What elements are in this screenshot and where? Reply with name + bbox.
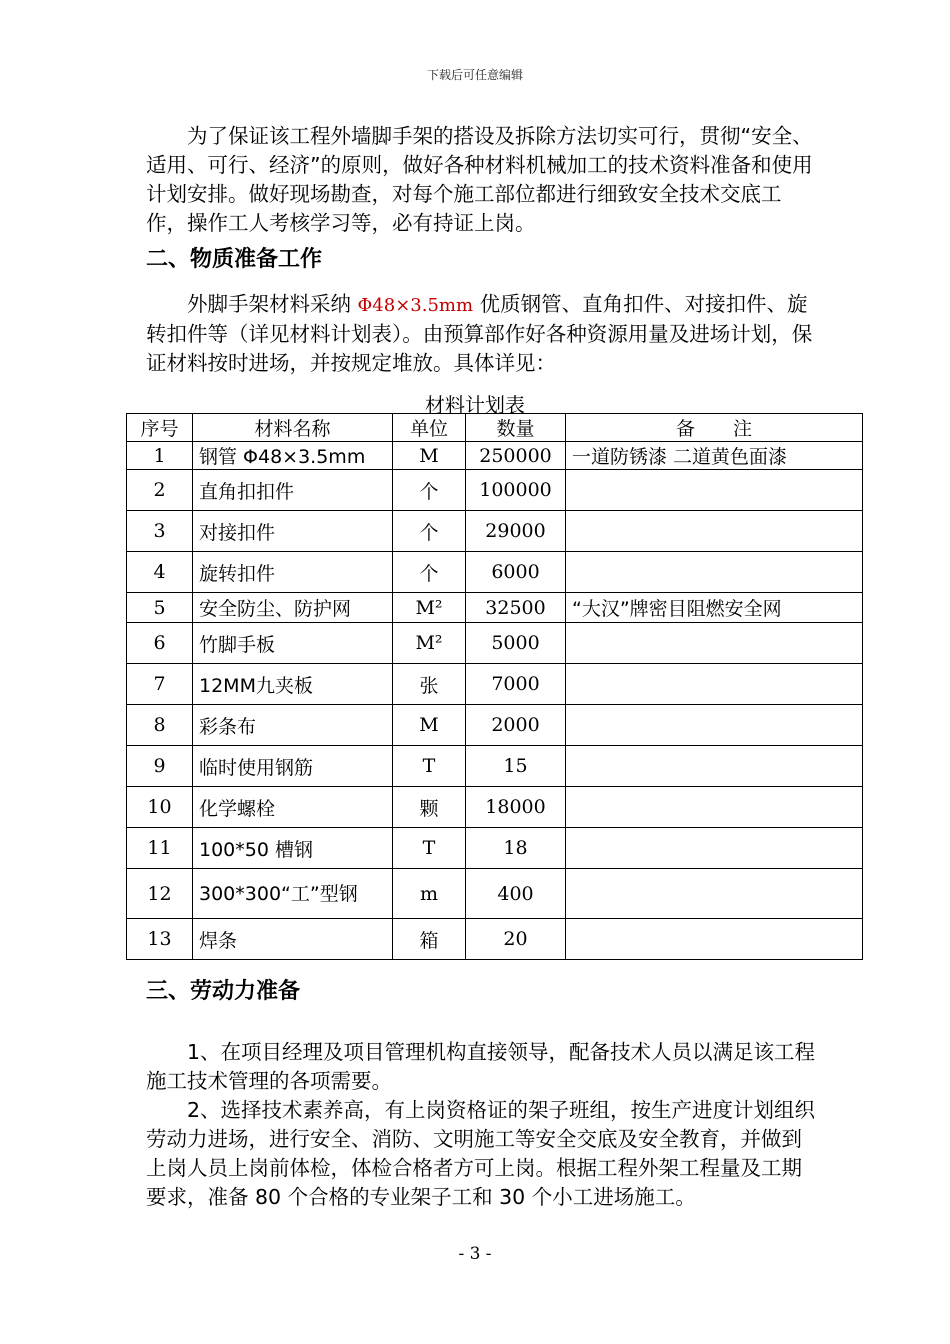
cell-note [566,623,863,664]
cell-no: 12 [127,869,193,919]
intro-paragraph: 为了保证该工程外墙脚手架的搭设及拆除方法切实可行，贯彻“安全、适用、可行、经济”的原则，做好各种材料机械加工的技术资料准备和使用计划安排。做好现场勘查，对每个施工部位都进行细致安全技术交底工作，操作工人考核学习等，必有持证上岗。 [146,124,813,235]
cell-name: 12MM九夹板 [193,664,393,705]
cell-no: 4 [127,552,193,593]
cell-no: 2 [127,470,193,511]
cell-qty: 15 [466,746,566,787]
cell-unit: 箱 [393,919,466,960]
cell-qty: 7000 [466,664,566,705]
table-row [127,664,863,705]
cell-name: 钢管 Φ48×3.5mm [193,442,393,470]
cell-unit: 个 [393,470,466,511]
table-row [127,705,863,746]
cell-note [566,664,863,705]
cell-note [566,705,863,746]
cell-name: 竹脚手板 [193,623,393,664]
cell-no: 9 [127,746,193,787]
cell-unit: M [393,705,466,746]
cell-note [566,828,863,869]
cell-name: 直角扣扣件 [193,470,393,511]
cell-no: 7 [127,664,193,705]
cell-qty: 18000 [466,787,566,828]
table-row [127,442,863,470]
header-name: 材料名称 [193,414,393,442]
cell-unit: 颗 [393,787,466,828]
cell-note [566,511,863,552]
page-number: - 3 - [458,1244,492,1264]
labor-item-1: 1、在项目经理及项目管理机构直接领导，配备技术人员以满足该工程施工技术管理的各项需要。 [146,1040,816,1093]
table-title: 材料计划表 [425,393,525,417]
cell-unit: m [393,869,466,919]
cell-qty: 6000 [466,552,566,593]
cell-qty: 32500 [466,593,566,623]
table-row [127,919,863,960]
table-row [127,828,863,869]
cell-name: 化学螺栓 [193,787,393,828]
table-row [127,593,863,623]
section2-text-start: 外脚手架材料采纳 [187,292,358,316]
cell-note [566,746,863,787]
section2-heading: 二、物质准备工作 [146,247,323,272]
header-no: 序号 [127,414,193,442]
cell-no: 13 [127,919,193,960]
cell-no: 1 [127,442,193,470]
section2-paragraph [146,290,816,378]
cell-name: 对接扣件 [193,511,393,552]
cell-qty: 250000 [466,442,566,470]
cell-qty: 18 [466,828,566,869]
cell-name: 100*50 槽钢 [193,828,393,869]
cell-no: 10 [127,787,193,828]
cell-unit: 个 [393,511,466,552]
cell-note [566,552,863,593]
cell-note: 一道防锈漆 二道黄色面漆 [566,442,863,470]
cell-unit: 张 [393,664,466,705]
cell-no: 8 [127,705,193,746]
header-note: 备 注 [566,414,863,442]
table-row [127,787,863,828]
table-row [127,552,863,593]
cell-qty: 29000 [466,511,566,552]
cell-note: “大汉”牌密目阻燃安全网 [566,593,863,623]
cell-name: 焊条 [193,919,393,960]
header-unit: 单位 [393,414,466,442]
section3-heading: 三、劳动力准备 [146,979,301,1004]
header-qty: 数量 [466,414,566,442]
cell-name: 300*300“工”型钢 [193,869,393,919]
cell-name: 彩条布 [193,705,393,746]
cell-note [566,919,863,960]
cell-qty: 100000 [466,470,566,511]
table-row [127,869,863,919]
section2-text-end: 优质钢管、直角扣件、对接扣件、旋转扣件等（详见材料计划表）。由预算部作好各种资源用量及进场计划，保证材料按时进场，并按规定堆放。具体详见： [146,292,813,375]
cell-name: 旋转扣件 [193,552,393,593]
page-header: 下载后可任意编辑 [426,68,523,82]
cell-qty: 20 [466,919,566,960]
cell-unit: 个 [393,552,466,593]
pipe-spec-highlight: Φ48×3.5mm [357,295,474,316]
cell-qty: 400 [466,869,566,919]
cell-no: 5 [127,593,193,623]
cell-unit: M [393,442,466,470]
table-row [127,511,863,552]
cell-note [566,787,863,828]
cell-note [566,869,863,919]
labor-item-2: 2、选择技术素养高，有上岗资格证的架子班组，按生产进度计划组织劳动力进场，进行安全、消防、文明施工等安全交底及安全教育，并做到上岗人员上岗前体检，体检合格者方可上岗。根据工程外架工程量及工期要求，准备 80 个合格的专业架子工和 30 个小工进场施工。 [146,1098,816,1209]
cell-note [566,470,863,511]
table-row [127,623,863,664]
cell-unit: M² [393,593,466,623]
cell-qty: 5000 [466,623,566,664]
cell-qty: 2000 [466,705,566,746]
cell-name: 安全防尘、防护网 [193,593,393,623]
cell-no: 11 [127,828,193,869]
cell-no: 3 [127,511,193,552]
cell-unit: T [393,746,466,787]
table-row [127,470,863,511]
cell-unit: M² [393,623,466,664]
material-plan-table [126,413,863,960]
cell-no: 6 [127,623,193,664]
cell-name: 临时使用钢筋 [193,746,393,787]
table-row [127,746,863,787]
table-header-row [127,414,863,442]
cell-unit: T [393,828,466,869]
